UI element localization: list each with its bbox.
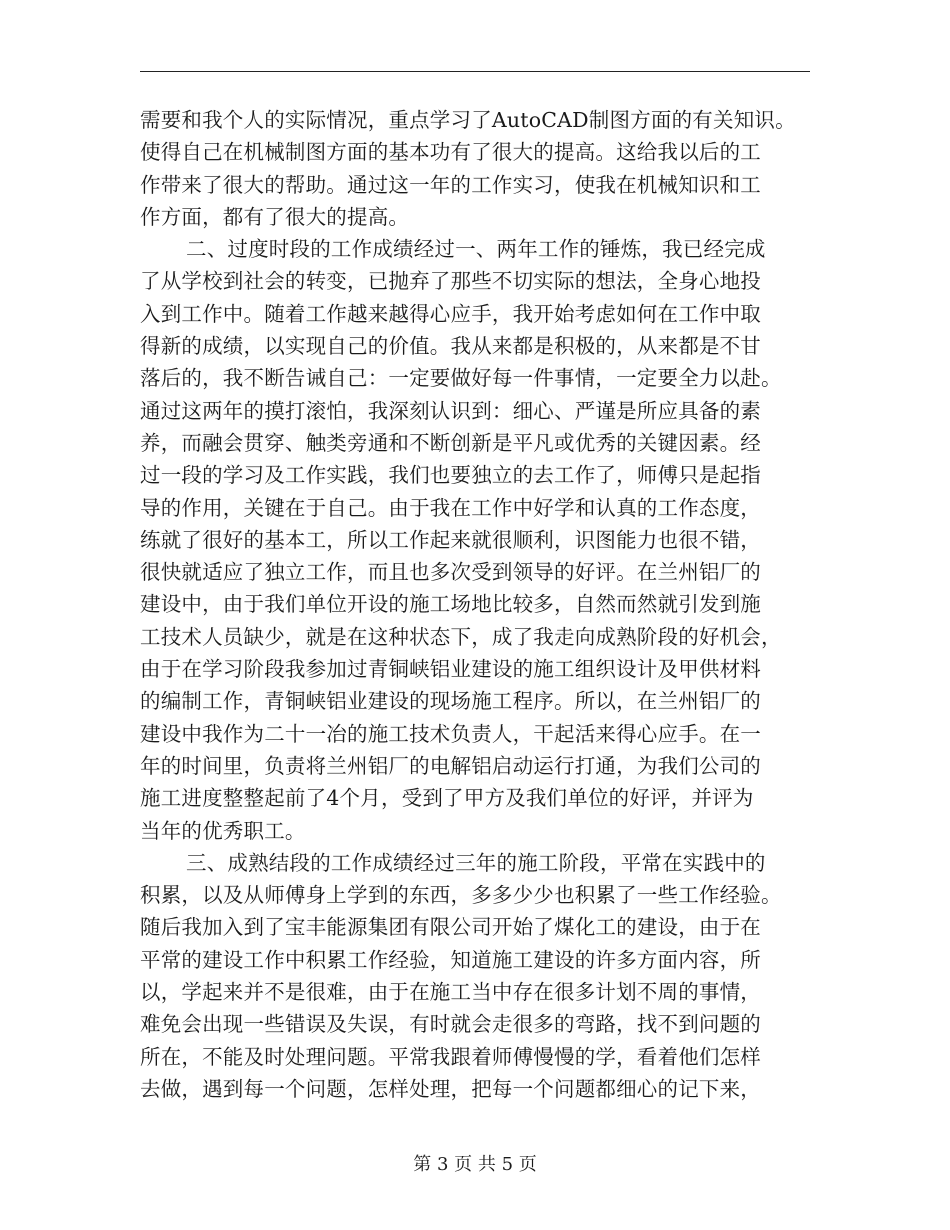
text-line: 落后的，我不断告诫自己：一定要做好每一件事情，一定要全力以赴。 [140,366,782,391]
text-line: 入到工作中。随着工作越来越得心应手，我开始考虑如何在工作中取 [140,301,761,326]
text-line: 很快就适应了独立工作，而且也多次受到领导的好评。在兰州铝厂的 [140,560,761,585]
text-line: 随后我加入到了宝丰能源集团有限公司开始了煤化工的建设，由于在 [140,915,761,940]
text-line: 的编制工作，青铜峡铝业建设的现场施工程序。所以，在兰州铝厂的 [140,689,761,714]
text-line: 了从学校到社会的转变，已抛弃了那些不切实际的想法，全身心地投 [140,269,761,294]
text-line: 得新的成绩，以实现自己的价值。我从来都是积极的，从来都是不甘 [140,334,761,359]
text-line: 建设中，由于我们单位开设的施工场地比较多，自然而然就引发到施 [140,592,761,617]
text-line: 去做，遇到每一个问题，怎样处理，把每一个问题都细心的记下来， [140,1076,761,1101]
text-line: 工技术人员缺少，就是在这种状态下，成了我走向成熟阶段的好机会， [140,624,782,649]
text-line: 通过这两年的摸打滚怕，我深刻认识到：细心、严谨是所应具备的素 [140,398,761,423]
text-line: 所在，不能及时处理问题。平常我跟着师傅慢慢的学，看着他们怎样 [140,1044,761,1069]
text-line: 作带来了很大的帮助。通过这一年的工作实习，使我在机械知识和工 [140,172,761,197]
text-line: 练就了很好的基本工，所以工作起来就很顺利，识图能力也很不错， [140,527,761,552]
text-line: 导的作用，关键在于自己。由于我在工作中好学和认真的工作态度， [140,495,761,520]
text-line: 年的时间里，负责将兰州铝厂的电解铝启动运行打通，为我们公司的 [140,753,761,778]
text-line: 当年的优秀职工。 [140,818,306,843]
text-line: 过一段的学习及工作实践，我们也要独立的去工作了，师傅只是起指 [140,463,761,488]
text-line: 以，学起来并不是很难，由于在施工当中存在很多计划不周的事情， [140,980,761,1005]
text-line: 积累，以及从师傅身上学到的东西，多多少少也积累了一些工作经验。 [140,883,782,908]
header-rule [140,71,810,72]
text-line: 难免会出现一些错误及失误，有时就会走很多的弯路，找不到问题的 [140,1012,761,1037]
document-body [140,104,820,1105]
text-line: 施工进度整整起前了4个月，受到了甲方及我们单位的好评，并评为 [140,786,754,811]
paragraph-first-line: 二、过度时段的工作成绩经过一、两年工作的锤炼，我已经完成 [186,237,766,262]
text-line: 养，而融会贯穿、触类旁通和不断创新是平凡或优秀的关键因素。经 [140,430,761,455]
text-line: 建设中我作为二十一冶的施工技术负责人，干起活来得心应手。在一 [140,721,761,746]
text-line: 平常的建设工作中积累工作经验，知道施工建设的许多方面内容，所 [140,947,761,972]
text-line: 作方面，都有了很大的提高。 [140,204,410,229]
paragraph-first-line: 三、成熟结段的工作成绩经过三年的施工阶段，平常在实践中的 [186,850,766,875]
text-line: 由于在学习阶段我参加过青铜峡铝业建设的施工组织设计及甲供材料 [140,657,761,682]
page-footer: 第 3 页 共 5 页 [413,1154,537,1175]
text-line: 使得自己在机械制图方面的基本功有了很大的提高。这给我以后的工 [140,140,761,165]
text-line: 需要和我个人的实际情况，重点学习了AutoCAD制图方面的有关知识。 [140,108,796,132]
